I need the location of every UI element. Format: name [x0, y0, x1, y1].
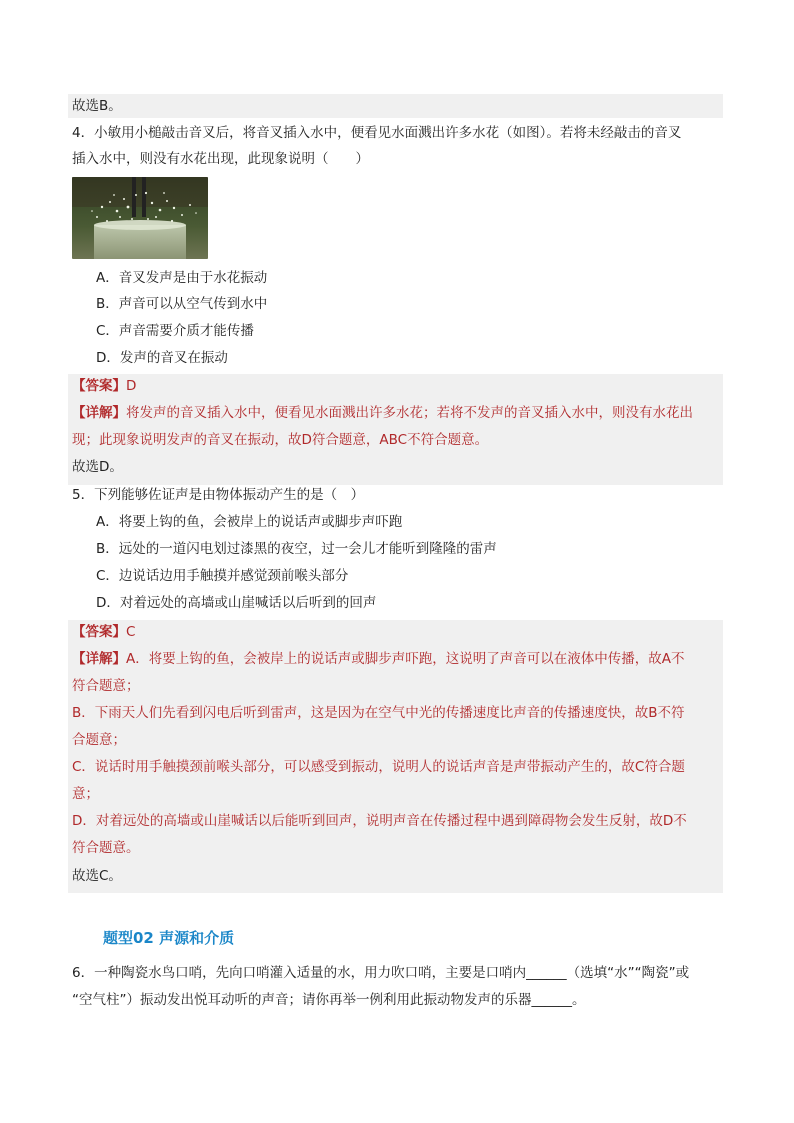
q5-detail-a-text1: A．将要上钩的鱼，会被岸上的说话声或脚步声吓跑，这说明了声音可以在液体中传播，故A不: [126, 651, 685, 667]
q5-detail-d-line2: 符合题意。: [72, 840, 140, 856]
q5-option-b: B．远处的一道闪电划过漆黑的夜空，过一会儿才能听到隆隆的雷声: [96, 541, 497, 557]
q5-answer-tag: 【答案】: [72, 624, 126, 640]
q5-stem: 5．下列能够佐证声是由物体振动产生的是（ ）: [72, 487, 365, 503]
q4-detail-tag: 【详解】: [72, 405, 126, 421]
answer-block-prev: [68, 94, 723, 118]
q6-line1: 6．一种陶瓷水鸟口哨，先向口哨灌入适量的水，用力吹口哨，主要是口哨内______（选填“水”“陶瓷”或: [72, 965, 690, 981]
q6-line2: “空气柱”）振动发出悦耳动听的声音；请你再举一例利用此振动物发声的乐器______。: [72, 992, 586, 1008]
q4-detail-line2: 现；此现象说明发声的音叉在振动，故D符合题意，ABC不符合题意。: [72, 432, 489, 448]
q5-detail-c-line1: C．说话时用手触摸颈前喉头部分，可以感受到振动，说明人的说话声音是声带振动产生的，故C符合题: [72, 759, 685, 775]
q5-option-c: C．边说话边用手触摸并感觉颈前喉头部分: [96, 568, 349, 584]
q5-detail-d-line1: D．对着远处的高墙或山崖喊话以后能听到回声，说明声音在传播过程中遇到障碍物会发生反射，故D不: [72, 813, 687, 829]
q5-detail-a-line2: 符合题意；: [72, 678, 140, 694]
q4-option-d: D．发声的音叉在振动: [96, 350, 228, 366]
q5-answer-value: C: [126, 624, 136, 640]
q5-conclusion: 故选C。: [72, 868, 122, 884]
tuning-fork-photo: [72, 177, 208, 259]
q5-detail-tag: 【详解】: [72, 651, 126, 667]
q4-option-b: B．声音可以从空气传到水中: [96, 296, 268, 312]
q4-answer: [72, 376, 136, 396]
q5-answer: [72, 622, 135, 642]
q4-answer-tag: 【答案】: [72, 378, 126, 394]
prev-conclusion: 故选B。: [72, 98, 122, 114]
q5-option-d: D．对着远处的高墙或山崖喊话以后听到的回声: [96, 595, 377, 611]
q5-detail-b-line1: B．下雨天人们先看到闪电后听到雷声，这是因为在空气中光的传播速度比声音的传播速度快，故B不符: [72, 705, 685, 721]
q5-detail-b-line2: 合题意；: [72, 732, 126, 748]
tuning-fork-splash-image: [72, 177, 208, 259]
q4-detail-text1: 将发声的音叉插入水中，便看见水面溅出许多水花；若将不发声的音叉插入水中，则没有水花出: [126, 405, 693, 421]
q4-conclusion: 故选D。: [72, 459, 123, 475]
q4-stem-line1: 4．小敏用小槌敲击音叉后，将音叉插入水中，便看见水面溅出许多水花（如图）。若将未经敲击的音叉: [72, 125, 682, 141]
q5-detail-c-line2: 意；: [72, 786, 99, 802]
q4-answer-value: D: [126, 378, 137, 394]
q4-option-a: A．音叉发声是由于水花振动: [96, 270, 268, 286]
q4-detail-line1: [72, 403, 693, 423]
section-heading: 题型02 声源和介质: [103, 929, 235, 947]
q4-stem-line2: 插入水中，则没有水花出现，此现象说明（ ）: [72, 151, 369, 167]
q5-detail-a-line1: [72, 649, 684, 669]
q5-option-a: A．将要上钩的鱼，会被岸上的说话声或脚步声吓跑: [96, 514, 403, 530]
q4-option-c: C．声音需要介质才能传播: [96, 323, 254, 339]
